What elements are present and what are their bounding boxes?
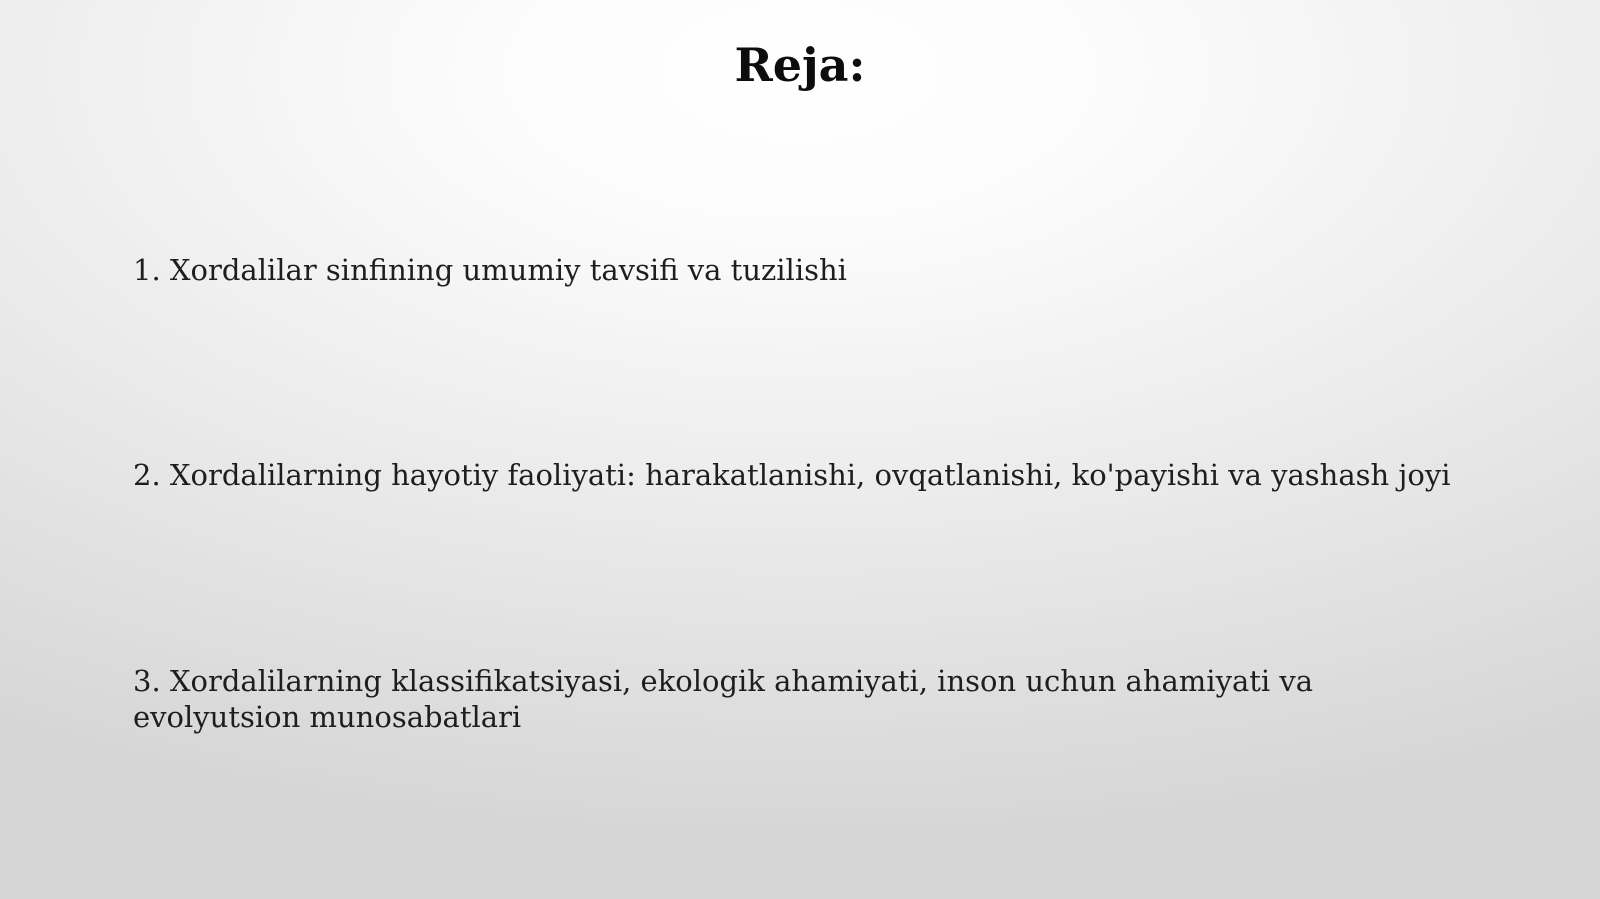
plan-item-number: 2.: [133, 458, 161, 492]
plan-item-2: [133, 457, 1483, 493]
plan-item-text: Xordalilar sinfining umumiy tavsifi va tuzilishi: [169, 253, 847, 287]
plan-item-text: Xordalilarning hayotiy faoliyati: harakatlanishi, ovqatlanishi, ko'payishi va yashash joyi: [169, 458, 1451, 492]
plan-item-text: Xordalilarning klassifikatsiyasi, ekologik ahamiyati, inson uchun ahamiyati va evolyutsion munosabatlari: [133, 664, 1314, 734]
plan-item-number: 3.: [133, 664, 161, 698]
slide-title: Reja:: [734, 38, 866, 92]
plan-item-1: [133, 252, 1483, 288]
plan-item-number: 1.: [133, 253, 161, 287]
plan-item-3: [133, 663, 1483, 735]
